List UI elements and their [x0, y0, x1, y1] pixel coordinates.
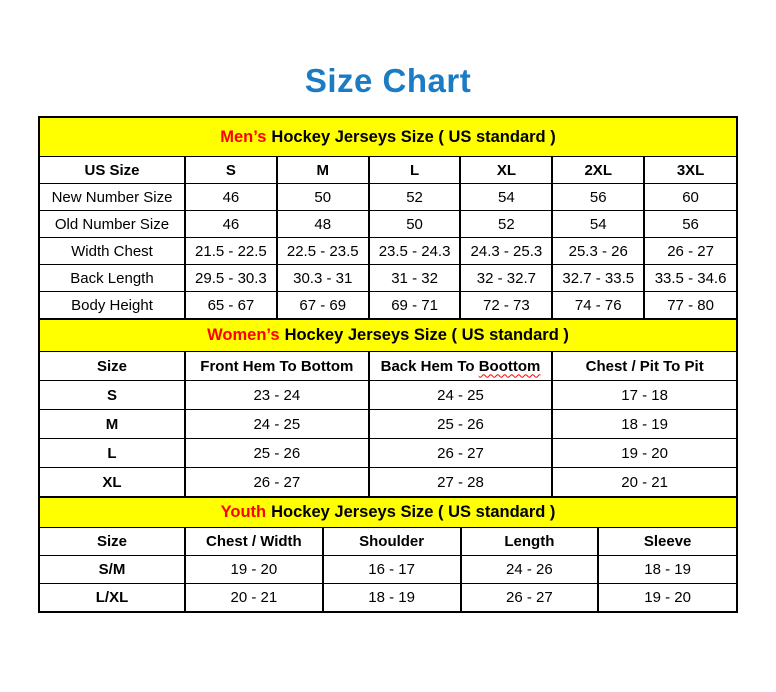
size-value: 74 - 76: [552, 292, 644, 319]
size-value: 27 - 28: [369, 468, 553, 497]
row-label: L: [40, 439, 185, 468]
size-value: 54: [552, 211, 644, 238]
size-value: 19 - 20: [598, 584, 736, 612]
size-value: 77 - 80: [644, 292, 736, 319]
size-value: 25 - 26: [185, 439, 369, 468]
size-value: 31 - 32: [369, 265, 461, 292]
youth-section-title-accent: Youth: [220, 503, 267, 521]
youth-section-band: [40, 498, 736, 528]
row-label: Old Number Size: [40, 211, 185, 238]
column-header: 2XL: [552, 157, 644, 184]
size-value: 20 - 21: [185, 584, 323, 612]
size-value: 18 - 19: [552, 410, 736, 439]
youth-header-row: [40, 528, 736, 556]
table-row: [40, 292, 736, 319]
mens-section-band: [40, 118, 736, 157]
size-value: 26 - 27: [369, 439, 553, 468]
size-value: 72 - 73: [460, 292, 552, 319]
row-label: S/M: [40, 556, 185, 584]
column-header: Back Hem To Boottom: [369, 352, 553, 381]
womens-size-table: [40, 319, 736, 497]
size-chart-tables: [38, 116, 738, 613]
table-row: [40, 468, 736, 497]
row-label: L/XL: [40, 584, 185, 612]
size-value: 60: [644, 184, 736, 211]
size-value: 23.5 - 24.3: [369, 238, 461, 265]
mens-size-table: [40, 118, 736, 319]
size-value: 16 - 17: [323, 556, 461, 584]
size-value: 69 - 71: [369, 292, 461, 319]
row-label: XL: [40, 468, 185, 497]
column-header: Chest / Width: [185, 528, 323, 556]
size-value: 24 - 25: [369, 381, 553, 410]
size-value: 25 - 26: [369, 410, 553, 439]
column-header: Chest / Pit To Pit: [552, 352, 736, 381]
size-value: 29.5 - 30.3: [185, 265, 277, 292]
column-header: Sleeve: [598, 528, 736, 556]
size-value: 32.7 - 33.5: [552, 265, 644, 292]
table-row: [40, 556, 736, 584]
size-value: 19 - 20: [185, 556, 323, 584]
size-value: 25.3 - 26: [552, 238, 644, 265]
row-label: Body Height: [40, 292, 185, 319]
youth-section-title-rest: Hockey Jerseys Size ( US standard ): [271, 503, 556, 521]
column-header: 3XL: [644, 157, 736, 184]
column-header: Shoulder: [323, 528, 461, 556]
mens-section-title: [40, 118, 736, 157]
row-label: Back Length: [40, 265, 185, 292]
youth-size-table: [40, 497, 736, 611]
column-header: XL: [460, 157, 552, 184]
size-value: 19 - 20: [552, 439, 736, 468]
size-value: 33.5 - 34.6: [644, 265, 736, 292]
size-value: 48: [277, 211, 369, 238]
size-value: 54: [460, 184, 552, 211]
womens-header-row: [40, 352, 736, 381]
size-value: 46: [185, 211, 277, 238]
misspelled-word: Boottom: [478, 357, 541, 375]
size-value: 23 - 24: [185, 381, 369, 410]
row-label: S: [40, 381, 185, 410]
row-label: Width Chest: [40, 238, 185, 265]
table-row: [40, 381, 736, 410]
size-value: 56: [644, 211, 736, 238]
womens-section-title-accent: Women’s: [207, 326, 280, 344]
size-value: 65 - 67: [185, 292, 277, 319]
column-header: Size: [40, 352, 185, 381]
table-row: [40, 211, 736, 238]
size-value: 46: [185, 184, 277, 211]
size-value: 26 - 27: [185, 468, 369, 497]
size-value: 32 - 32.7: [460, 265, 552, 292]
page-title: Size Chart: [304, 62, 472, 99]
size-value: 56: [552, 184, 644, 211]
table-row: [40, 238, 736, 265]
size-value: 20 - 21: [552, 468, 736, 497]
row-label: New Number Size: [40, 184, 185, 211]
womens-section-title-rest: Hockey Jerseys Size ( US standard ): [284, 326, 569, 344]
size-value: 24 - 26: [461, 556, 599, 584]
womens-section-title: [40, 320, 736, 352]
table-row: [40, 439, 736, 468]
table-row: [40, 184, 736, 211]
column-header: M: [277, 157, 369, 184]
size-value: 26 - 27: [644, 238, 736, 265]
size-value: 30.3 - 31: [277, 265, 369, 292]
womens-section-band: [40, 320, 736, 352]
size-value: 24 - 25: [185, 410, 369, 439]
column-header: Length: [461, 528, 599, 556]
column-header: US Size: [40, 157, 185, 184]
row-label: M: [40, 410, 185, 439]
mens-section-title-accent: Men’s: [220, 127, 267, 146]
size-value: 18 - 19: [598, 556, 736, 584]
column-header: Size: [40, 528, 185, 556]
size-value: 24.3 - 25.3: [460, 238, 552, 265]
column-header: S: [185, 157, 277, 184]
size-value: 52: [369, 184, 461, 211]
table-row: [40, 410, 736, 439]
youth-section-title: [40, 498, 736, 528]
table-row: [40, 265, 736, 292]
column-header: L: [369, 157, 461, 184]
size-value: 26 - 27: [461, 584, 599, 612]
size-value: 22.5 - 23.5: [277, 238, 369, 265]
size-value: 18 - 19: [323, 584, 461, 612]
table-row: [40, 584, 736, 612]
size-value: 21.5 - 22.5: [185, 238, 277, 265]
size-value: 67 - 69: [277, 292, 369, 319]
size-value: 52: [460, 211, 552, 238]
size-value: 17 - 18: [552, 381, 736, 410]
size-value: 50: [277, 184, 369, 211]
size-value: 50: [369, 211, 461, 238]
column-header: Front Hem To Bottom: [185, 352, 369, 381]
mens-header-row: [40, 157, 736, 184]
mens-section-title-rest: Hockey Jerseys Size ( US standard ): [271, 127, 556, 146]
